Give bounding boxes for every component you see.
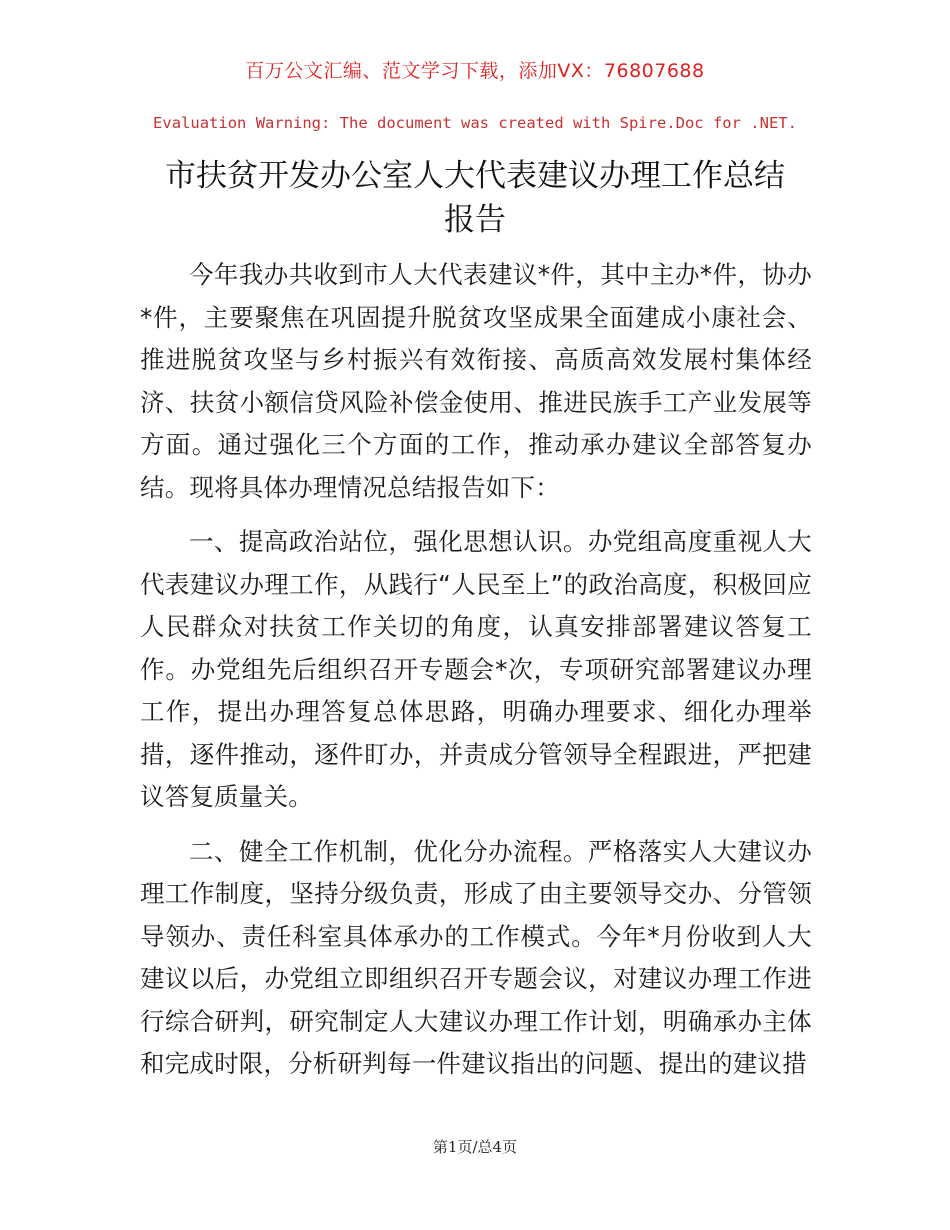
document-title-line1: 市扶贫开发办公室人大代表建议办理工作总结: [165, 158, 785, 194]
document-title: [140, 154, 810, 242]
document-title-line2: 报告: [444, 202, 506, 238]
header-banner: 百万公文汇编、范文学习下载，添加VX：76807688: [245, 60, 705, 82]
paragraph-intro: 今年我办共收到市人大代表建议*件，其中主办*件，协办*件，主要聚焦在巩固提升脱贫攻坚成果全面建成小康社会、推进脱贫攻坚与乡村振兴有效衔接、高质高效发展村集体经济、扶贫小额信贷风险补偿金使用、推进民族手工产业发展等方面。通过强化三个方面的工作，推动承办建议全部答复办结。现将具体办理情况总结报告如下：: [140, 260, 812, 502]
paragraph-section-one: 一、提高政治站位，强化思想认识。办党组高度重视人大代表建议办理工作，从践行“人民至上”的政治高度，积极回应人民群众对扶贫工作关切的角度，认真安排部署建议答复工作。办党组先后组织召开专题会*次，专项研究部署建议办理工作，提出办理答复总体思路，明确办理要求、细化办理举措，逐件推动，逐件盯办，并责成分管领导全程跟进，严把建议答复质量关。: [140, 527, 812, 811]
page-footer: 第1页/总4页: [432, 1138, 518, 1156]
evaluation-warning: Evaluation Warning: The document was created with Spire.Doc for .NET.: [153, 114, 797, 132]
document-body: [140, 254, 812, 1098]
paragraph-section-two: 二、健全工作机制，优化分办流程。严格落实人大建议办理工作制度，坚持分级负责，形成了由主要领导交办、分管领导领办、责任科室具体承办的工作模式。今年*月份收到人大建议以后，办党组立即组织召开专题会议，对建议办理工作进行综合研判，研究制定人大建议办理工作计划，明确承办主体和完成时限，分析研判每一件建议指出的问题、提出的建议措: [140, 836, 812, 1078]
